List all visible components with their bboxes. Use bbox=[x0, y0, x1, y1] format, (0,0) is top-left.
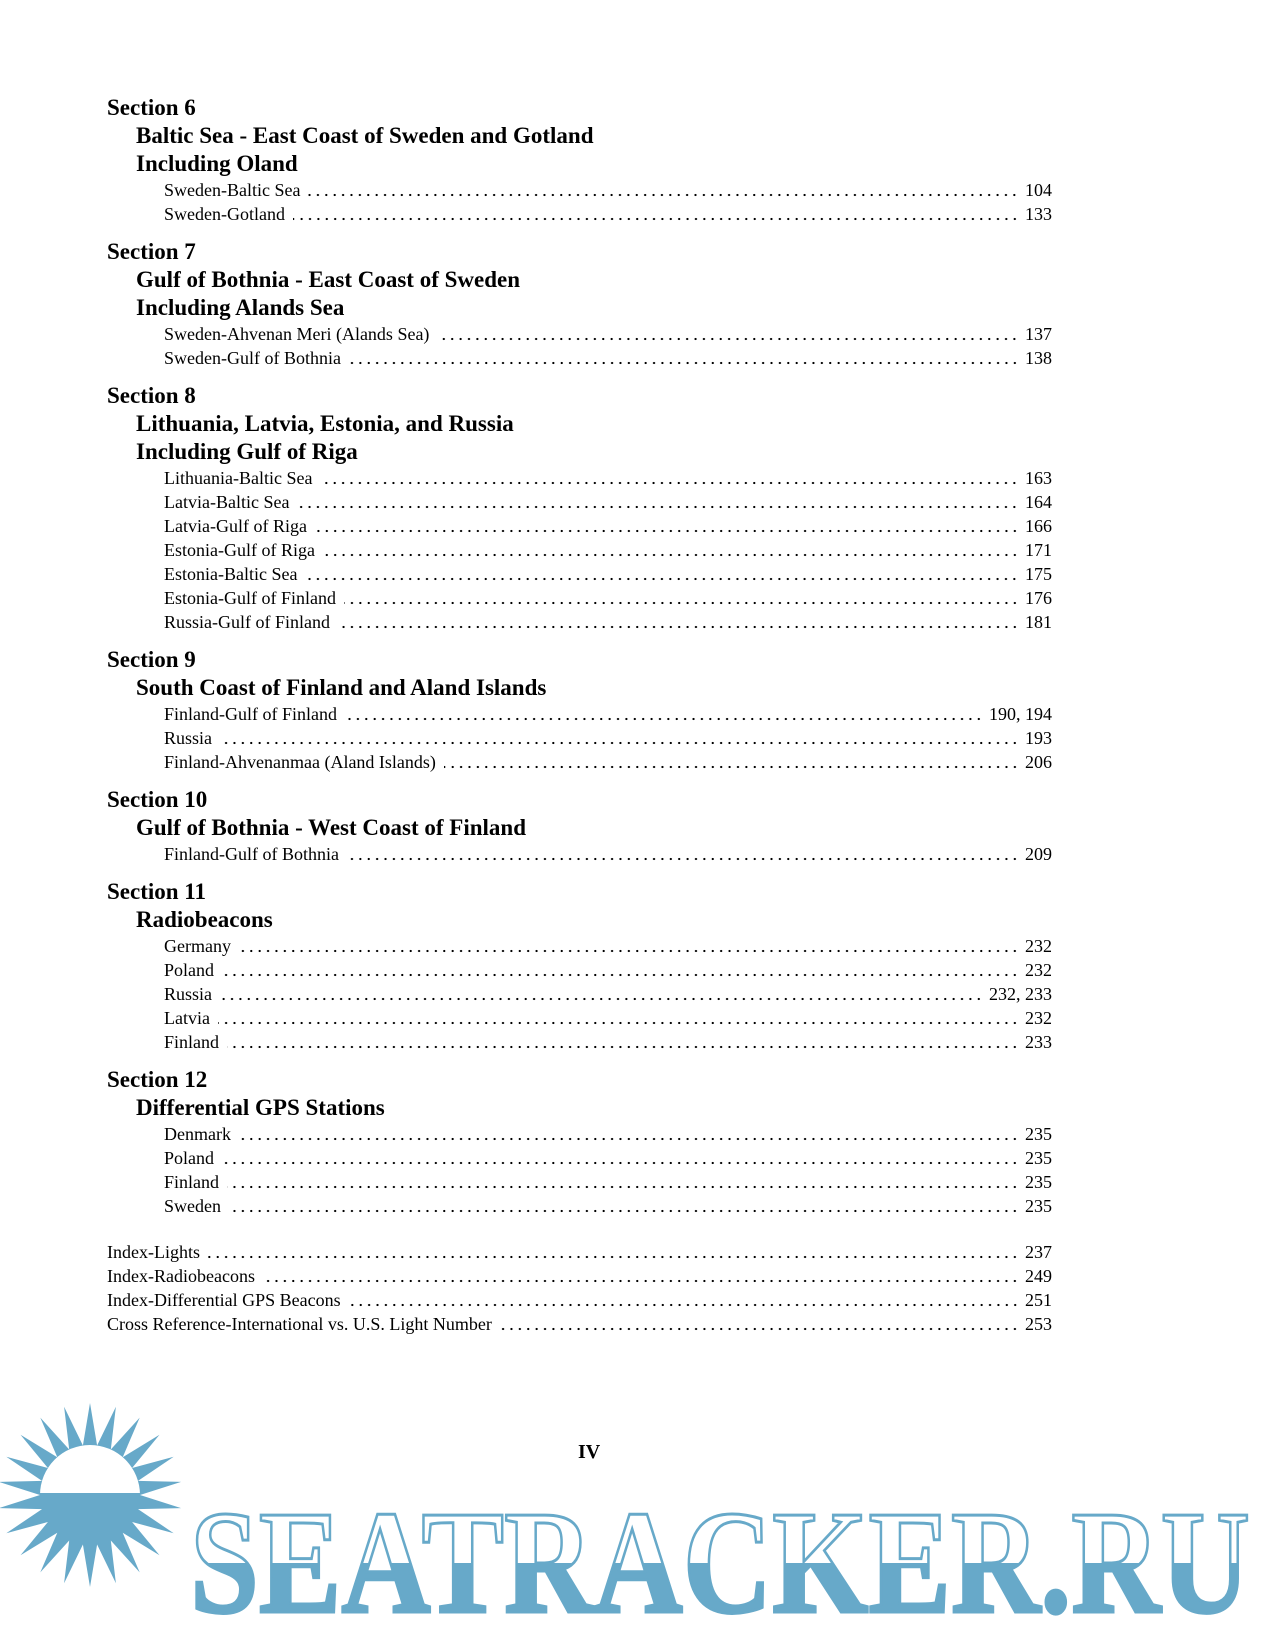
dot-leader bbox=[222, 1161, 1019, 1165]
dot-leader bbox=[263, 1279, 1019, 1283]
entry-label: Russia bbox=[164, 984, 213, 1004]
entry-page-number: 133 bbox=[1025, 204, 1052, 224]
entry-page-number: 233 bbox=[1025, 1032, 1052, 1052]
section-title: Including Gulf of Riga bbox=[136, 439, 358, 464]
entry-label: Sweden-Gulf of Bothnia bbox=[164, 348, 341, 368]
dot-leader bbox=[320, 481, 1019, 485]
toc-entry[interactable] bbox=[107, 750, 1052, 774]
section-title: Baltic Sea - East Coast of Sweden and Gotland bbox=[136, 123, 594, 148]
toc-section bbox=[107, 646, 1052, 774]
entry-label: Finland-Gulf of Bothnia bbox=[164, 844, 339, 864]
entry-label: Poland bbox=[164, 960, 215, 980]
entry-label: Finland bbox=[164, 1172, 220, 1192]
toc-entry[interactable] bbox=[107, 586, 1052, 610]
section-label: Section 12 bbox=[107, 1067, 208, 1092]
section-title: South Coast of Finland and Aland Islands bbox=[136, 675, 547, 700]
entry-page-number: 166 bbox=[1025, 516, 1052, 536]
section-title: Differential GPS Stations bbox=[136, 1095, 385, 1120]
entry-page-number: 181 bbox=[1025, 612, 1052, 632]
toc-entry[interactable] bbox=[107, 538, 1052, 562]
toc-section bbox=[107, 1066, 1052, 1218]
entry-page-number: 235 bbox=[1025, 1148, 1052, 1168]
entry-label: Lithuania-Baltic Sea bbox=[164, 468, 313, 488]
entry-page-number: 175 bbox=[1025, 564, 1052, 584]
toc-section bbox=[107, 238, 1052, 370]
toc-section bbox=[107, 786, 1052, 866]
section-title: Radiobeacons bbox=[136, 907, 273, 932]
entry-page-number: 190, 194 bbox=[989, 704, 1052, 724]
toc-entry[interactable] bbox=[107, 1030, 1052, 1054]
dot-leader bbox=[227, 1045, 1019, 1049]
dot-leader bbox=[239, 1137, 1019, 1141]
entry-page-number: 164 bbox=[1025, 492, 1052, 512]
dot-leader bbox=[344, 601, 1019, 605]
toc-entry[interactable] bbox=[107, 1312, 1052, 1336]
section-label: Section 10 bbox=[107, 787, 208, 812]
entry-page-number: 235 bbox=[1025, 1172, 1052, 1192]
entry-page-number: 104 bbox=[1025, 180, 1052, 200]
toc-entry[interactable] bbox=[107, 1288, 1052, 1312]
toc-entry[interactable] bbox=[107, 1122, 1052, 1146]
dot-leader bbox=[229, 1209, 1019, 1213]
entry-page-number: 209 bbox=[1025, 844, 1052, 864]
section-label: Section 7 bbox=[107, 239, 196, 264]
dot-leader bbox=[444, 765, 1019, 769]
section-title: Gulf of Bothnia - East Coast of Sweden bbox=[136, 267, 521, 292]
entry-page-number: 206 bbox=[1025, 752, 1052, 772]
entry-label: Latvia-Gulf of Riga bbox=[164, 516, 307, 536]
entry-page-number: 232 bbox=[1025, 936, 1052, 956]
entry-label: Denmark bbox=[164, 1124, 231, 1144]
toc-section bbox=[107, 94, 1052, 226]
dot-leader bbox=[345, 717, 983, 721]
toc-entry[interactable] bbox=[107, 1006, 1052, 1030]
toc-entry[interactable] bbox=[107, 346, 1052, 370]
entry-page-number: 171 bbox=[1025, 540, 1052, 560]
entry-label: Germany bbox=[164, 936, 231, 956]
toc-entry[interactable] bbox=[107, 934, 1052, 958]
toc-entry[interactable] bbox=[107, 1194, 1052, 1218]
toc-entry[interactable] bbox=[107, 982, 1052, 1006]
toc-entry[interactable] bbox=[107, 610, 1052, 634]
dot-leader bbox=[220, 741, 1019, 745]
entry-page-number: 251 bbox=[1025, 1290, 1052, 1310]
dot-leader bbox=[315, 529, 1019, 533]
dot-leader bbox=[293, 217, 1019, 221]
dot-leader bbox=[338, 625, 1019, 629]
dot-leader bbox=[305, 577, 1019, 581]
entry-label: Estonia-Baltic Sea bbox=[164, 564, 298, 584]
toc-entry[interactable] bbox=[107, 202, 1052, 226]
watermark-text: SEATRACKER.RU bbox=[190, 1481, 1250, 1645]
dot-leader bbox=[297, 505, 1019, 509]
page-number: IV bbox=[578, 1441, 601, 1463]
entry-label: Cross Reference-International vs. U.S. Light Number bbox=[107, 1314, 492, 1334]
section-title: Including Oland bbox=[136, 151, 298, 176]
entry-label: Finland-Ahvenanmaa (Aland Islands) bbox=[164, 752, 436, 772]
sun-icon bbox=[0, 1403, 181, 1587]
entry-label: Index-Lights bbox=[107, 1242, 200, 1262]
entry-page-number: 163 bbox=[1025, 468, 1052, 488]
entry-label: Sweden-Ahvenan Meri (Alands Sea) bbox=[164, 324, 430, 344]
entry-label: Estonia-Gulf of Finland bbox=[164, 588, 336, 608]
entry-label: Estonia-Gulf of Riga bbox=[164, 540, 315, 560]
dot-leader bbox=[323, 553, 1019, 557]
dot-leader bbox=[347, 857, 1019, 861]
entry-page-number: 138 bbox=[1025, 348, 1052, 368]
entry-label: Latvia-Baltic Sea bbox=[164, 492, 290, 512]
entry-label: Index-Differential GPS Beacons bbox=[107, 1290, 341, 1310]
entry-page-number: 235 bbox=[1025, 1196, 1052, 1216]
toc-entry[interactable] bbox=[107, 1264, 1052, 1288]
toc-entry[interactable] bbox=[107, 842, 1052, 866]
dot-leader bbox=[349, 1303, 1019, 1307]
toc-entry[interactable] bbox=[107, 322, 1052, 346]
entry-page-number: 193 bbox=[1025, 728, 1052, 748]
toc-entry[interactable] bbox=[107, 1240, 1052, 1264]
entry-page-number: 232, 233 bbox=[989, 984, 1052, 1004]
section-label: Section 9 bbox=[107, 647, 196, 672]
entry-label: Sweden-Baltic Sea bbox=[164, 180, 301, 200]
toc-entry[interactable] bbox=[107, 178, 1052, 202]
section-label: Section 6 bbox=[107, 95, 196, 120]
toc-entry[interactable] bbox=[107, 490, 1052, 514]
section-label: Section 11 bbox=[107, 879, 207, 904]
entry-label: Russia-Gulf of Finland bbox=[164, 612, 330, 632]
section-title: Gulf of Bothnia - West Coast of Finland bbox=[136, 815, 526, 840]
toc-section bbox=[107, 878, 1052, 1054]
entry-page-number: 237 bbox=[1025, 1242, 1052, 1262]
dot-leader bbox=[437, 337, 1019, 341]
toc-entry[interactable] bbox=[107, 562, 1052, 586]
entry-label: Sweden-Gotland bbox=[164, 204, 285, 224]
toc-entry[interactable] bbox=[107, 514, 1052, 538]
entry-label: Index-Radiobeacons bbox=[107, 1266, 255, 1286]
dot-leader bbox=[222, 973, 1019, 977]
section-label: Section 8 bbox=[107, 383, 196, 408]
dot-leader bbox=[500, 1327, 1019, 1331]
entry-page-number: 235 bbox=[1025, 1124, 1052, 1144]
entry-label: Poland bbox=[164, 1148, 215, 1168]
entry-page-number: 176 bbox=[1025, 588, 1052, 608]
toc-entry[interactable] bbox=[107, 1170, 1052, 1194]
entry-page-number: 232 bbox=[1025, 1008, 1052, 1028]
section-title: Lithuania, Latvia, Estonia, and Russia bbox=[136, 411, 514, 436]
toc-entry[interactable] bbox=[107, 702, 1052, 726]
toc-entry[interactable] bbox=[107, 726, 1052, 750]
toc-entry[interactable] bbox=[107, 958, 1052, 982]
toc-section bbox=[107, 382, 1052, 634]
section-title: Including Alands Sea bbox=[136, 295, 345, 320]
index-list bbox=[107, 1240, 1052, 1336]
entry-label: Latvia bbox=[164, 1008, 210, 1028]
toc-entry[interactable] bbox=[107, 1146, 1052, 1170]
entry-page-number: 137 bbox=[1025, 324, 1052, 344]
entry-page-number: 249 bbox=[1025, 1266, 1052, 1286]
dot-leader bbox=[220, 997, 983, 1001]
entry-label: Russia bbox=[164, 728, 213, 748]
entry-page-number: 253 bbox=[1025, 1314, 1052, 1334]
entry-label: Finland bbox=[164, 1032, 220, 1052]
toc-entry[interactable] bbox=[107, 466, 1052, 490]
table-of-contents bbox=[107, 94, 1052, 1336]
dot-leader bbox=[218, 1021, 1019, 1025]
dot-leader bbox=[227, 1185, 1019, 1189]
dot-leader bbox=[239, 949, 1019, 953]
dot-leader bbox=[308, 193, 1019, 197]
dot-leader bbox=[208, 1255, 1019, 1259]
entry-label: Finland-Gulf of Finland bbox=[164, 704, 337, 724]
dot-leader bbox=[349, 361, 1019, 365]
entry-label: Sweden bbox=[164, 1196, 221, 1216]
entry-page-number: 232 bbox=[1025, 960, 1052, 980]
seatracker-watermark bbox=[0, 1390, 1275, 1650]
